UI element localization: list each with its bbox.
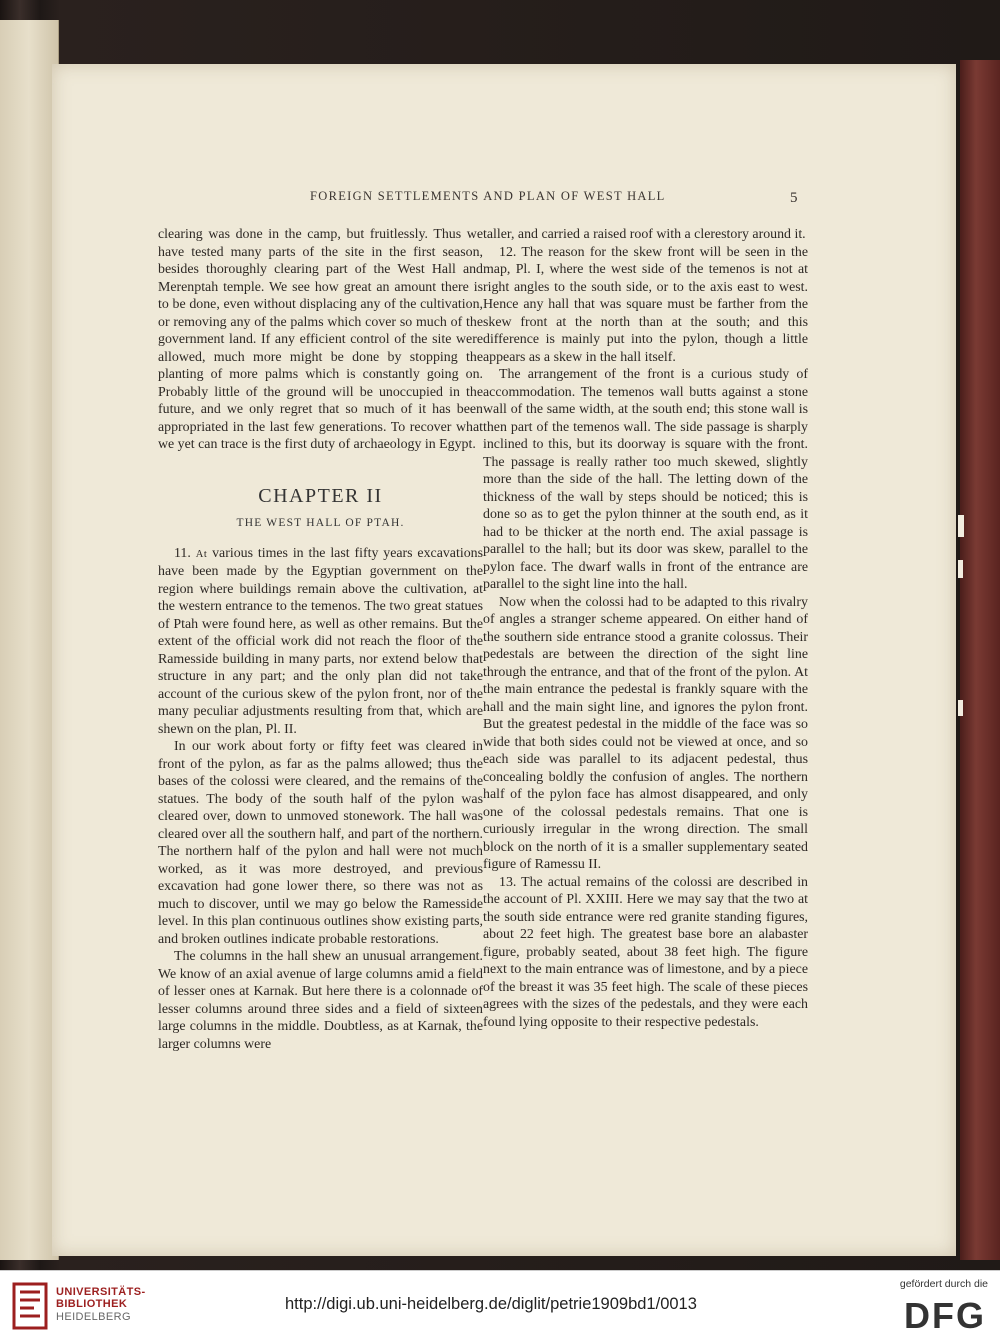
library-name-line2: BIBLIOTHEK bbox=[56, 1298, 128, 1310]
funding-note: gefördert durch die bbox=[899, 1278, 988, 1290]
paragraph: In our work about forty or fifty feet was cleared in front of the pylon, as far as the palms allowed; thus the bases of the colossi were cleared, and the remains of the statues. The body of the south half of the pylon was cleared over, down to unmoved stonework. The hall was cleared over all the southern half, and part of the northern. The northern half of the pylon and hall were not much worked, as it was more destroyed, and previous excavation had gone lower there, so there was not as much to discover, until we may go below the Ramesside level. In this plan continuous outlines show existing parts, and broken outlines indicate probable restorations. bbox=[158, 739, 483, 947]
book-cover-edge bbox=[960, 60, 1000, 1260]
page-tab-mark bbox=[958, 515, 964, 537]
paragraph-12: 12. The reason for the skew front will be seen in the map, Pl. I, where the west side of the temenos is not at right angles to the south side, or to the axis east to west. Hence any hall that was square must be farther from the skew front at the north than at the south; and this difference is mainly put into the pylon, though a little appears as a skew in the hall itself. bbox=[483, 244, 808, 365]
section-heading: THE WEST HALL OF PTAH. bbox=[236, 517, 405, 529]
right-text-column bbox=[483, 226, 808, 1031]
dfg-logo: DFG bbox=[904, 1295, 986, 1336]
running-head: FOREIGN SETTLEMENTS AND PLAN OF WEST HALL bbox=[310, 189, 666, 203]
viewer-footer bbox=[0, 1270, 1000, 1342]
left-text-column bbox=[158, 226, 483, 1053]
page-tab-mark bbox=[958, 700, 963, 716]
lead-word: At bbox=[195, 548, 208, 560]
paragraph: Now when the colossi had to be adapted to this rivalry of angles a stranger scheme appeared. On either hand of the southern side entrance stood a granite colossus. Their pedestals are between the direction of the sight line through the entrance, and that of the front of the pylon. At the main entrance the pedestal is frankly square with the hall and the main sight line, and ignores the pylon front. But the greatest pedestal in the middle of the face was so wide that both sides could not be viewed at once, and so each side was parallel to its adjacent pedestal, thus concealing boldly the confusion of angles. The northern half of the pylon face has almost disappeared, and only one of the colossal pedestals remains. That one is curiously irregular in the wrong direction. The small block on the north of it is a smaller supplementary seated figure of Ramessu II. bbox=[483, 594, 808, 872]
page-tab-mark bbox=[958, 560, 963, 578]
permalink-url[interactable]: http://digi.ub.uni-heidelberg.de/diglit/petrie1909bd1/0013 bbox=[285, 1295, 697, 1313]
paragraph-11 bbox=[158, 545, 483, 739]
paragraph: The arrangement of the front is a curious study of accommodation. The temenos wall butts against a stone wall of the same width, at the south end; this stone wall is then part of the temenos wall. The side passage is sharply inclined to this, but its doorway is square with the front. The passage is really rather too much skewed, slightly more than the side of the hall. The letting down of the thickness of the wall by steps should be noticed; this is done so as to get the pylon thinner at the south end, as it had to be thicker at the north end. The axial passage is parallel to the hall; but its door was skew, parallel to the pylon face. The dwarf walls in front of the entrance are parallel to the sight line into the hall. bbox=[483, 367, 808, 592]
chapter-heading: CHAPTER II bbox=[258, 484, 383, 507]
library-logo-icon bbox=[12, 1282, 48, 1330]
paragraph-text: various times in the last fifty years excavations have been made by the Egyptian government on the region where buildings remain above the cultivation, at the western entrance to the temenos. The two great statues of Ptah were found here, as well as other remains. But the extent of the official work did not reach the floor of the Ramesside building in many parts, nor extend below that structure in any part; and the only plan did not take account of the curious skew of the pylon front, nor of the many peculiar adjustments resulting from that, which are shewn on the plan, Pl. II. bbox=[158, 545, 483, 737]
page-number: 5 bbox=[790, 190, 798, 206]
paragraph-13: 13. The actual remains of the colossi are described in the account of Pl. XXIII. Here we may say that the two at the south side entrance were red granite standing figures, about 22 feet high. The greatest base bore an alabaster figure, probably seated, about 38 feet high. The figure next to the main entrance was of limestone, and by a piece of the breast it was 35 feet high. The scale of these pieces agrees with the sizes of the pedestals, and they were each found lying opposite to their respective pedestals. bbox=[483, 874, 808, 1030]
previous-page-edge bbox=[0, 20, 59, 1260]
section-number: 11. bbox=[174, 545, 191, 561]
paragraph: taller, and carried a raised roof with a clerestory around it. bbox=[483, 227, 806, 242]
library-name-line1: UNIVERSITÄTS- bbox=[56, 1286, 146, 1298]
paragraph: clearing was done in the camp, but fruitlessly. Thus we have tested many parts of the site in the first season, besides thoroughly clearing part of the West Hall and Merenptah temple. We see how great an amount there is to be done, even without displacing any of the cultivation, or removing any of the palms which cover so much of the government land. If any efficient control of the site were allowed, much more might be done by stopping the planting of more palms which is constantly going on. Probably little of the ground will be unoccupied in the future, and we only regret that so much of it has been appropriated in the last few generations. To recover what we yet can trace is the first duty of archaeology in Egypt. bbox=[158, 227, 483, 452]
paragraph: The columns in the hall shew an unusual arrangement. We know of an axial avenue of large columns amid a field of lesser ones at Karnak. But here there is a colonnade of lesser columns around three sides and a field of sixteen large columns in the middle. Doubtless, as at Karnak, the larger columns were bbox=[158, 949, 483, 1052]
library-name-line3: HEIDELBERG bbox=[56, 1311, 131, 1323]
